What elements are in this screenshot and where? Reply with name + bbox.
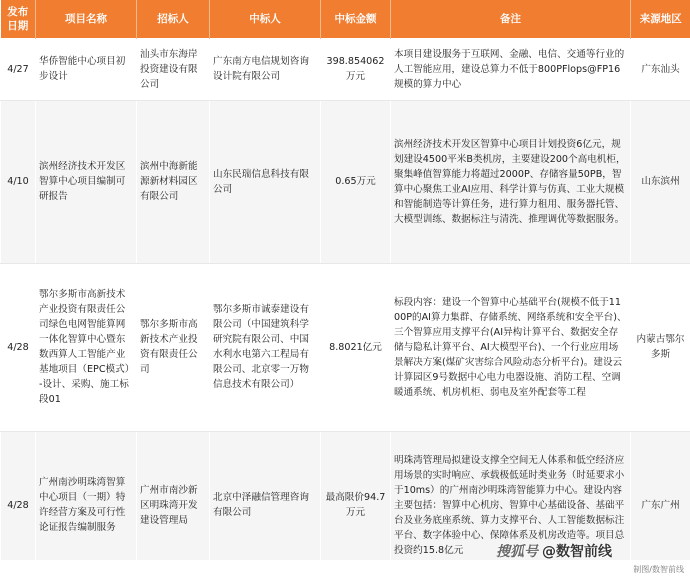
table-row [1,38,690,100]
cell-region: 山东滨州 [631,100,690,263]
footer-area [0,560,690,581]
cell-amount: 8.8021亿元 [321,263,391,431]
header-tenderer: 招标人 [137,0,210,38]
cell-winner: 广东南方电信规划咨询设计院有限公司 [210,38,321,100]
table-row [1,263,690,431]
cell-date: 4/28 [1,431,36,579]
cell-region: 内蒙古鄂尔多斯 [631,263,690,431]
cell-amount: 398.854062万元 [321,38,391,100]
cell-winner: 鄂尔多斯市诚泰建设有限公司（中国建筑科学研究院有限公司、中国水利水电第六工程局有限公司、北京零一万物信息技术有限公司） [210,263,321,431]
header-project: 项目名称 [36,0,137,38]
cell-remark: 标段内容：建设一个智算中心基础平台(规模不低于1100P的AI算力集群、存储系统、网络系统和安全平台)、三个智算应用支撑平台(AI异构计算平台、数据安全存储与隐私计算平台、AI大模型平台)、一个行业应用场景解决方案(煤矿灾害综合风险动态分析平台)。建设云计算园区9号数据中心电力电器设施、消防工程、空调暖通系统、机房机柜、弱电及室外配套等工程 [391,263,631,431]
header-amount: 中标金额 [321,0,391,38]
cell-tenderer: 广州市南沙新区明珠湾开发建设管理局 [137,431,210,579]
cell-winner: 山东民瑞信息科技有限公司 [210,100,321,263]
cell-remark: 本项目建设服务于互联网、金融、电信、交通等行业的人工智能应用，建设总算力不低于800PFlops@FP16规模的算力中心 [391,38,631,100]
cell-project: 滨州经济技术开发区智算中心项目编制可研报告 [36,100,137,263]
cell-amount: 最高限价94.7万元 [321,431,391,579]
header-date: 发布 日期 [1,0,36,38]
table-row [1,100,690,263]
cell-project: 鄂尔多斯市高新技术产业投资有限责任公司绿色电网智能算网一体化智算中心暨东数西算人工智能产业基地项目（EPC模式）-设计、采购、施工标段01 [36,263,137,431]
header-remark: 备注 [391,0,631,38]
cell-region: 广东汕头 [631,38,690,100]
header-winner: 中标人 [210,0,321,38]
cell-date: 4/28 [1,263,36,431]
cell-tenderer: 滨州中海新能源新材料园区有限公司 [137,100,210,263]
chart-credit: 制图/数智前线 [633,565,684,574]
watermark-brand: 搜狐号 [496,544,538,560]
header-region: 来源地区 [631,0,690,38]
cell-remark: 滨州经济技术开发区智算中心项目计划投资6亿元，规划建设4500平米B类机房，主要建设200个高电机柜，聚集峰值智算能力将超过2000P、存储容量50PB，智算中心聚焦工业AI应用、科学计算与仿真、工业大规模和智能制造等计算任务，进行算力租用、服务器托管、大模型训练、数据标注与清洗、推理调优等数据服务。 [391,100,631,263]
cell-amount: 0.65万元 [321,100,391,263]
cell-region: 广东广州 [631,431,690,579]
watermark [496,541,612,561]
cell-date: 4/27 [1,38,36,100]
watermark-text: @数智前线 [542,544,612,560]
cell-tenderer: 汕头市东海岸投资建设有限公司 [137,38,210,100]
cell-date: 4/10 [1,100,36,263]
cell-remark: 明珠湾管理局拟建设支撑全空间无人体系和低空经济应用场景的实时响应、承载极低延时类业务（时延要求小于10ms）的广州南沙明珠湾智能算力中心。建设内容主要包括：智算中心机房、智算中心基础设备、基础平台及业务底座系统、算力支撑平台、人工智能数据标注平台、数字体验中心、保障体系及机房改造等。项目总投资约15.8亿元 [391,431,631,579]
cell-winner: 北京中泽融信管理咨询有限公司 [210,431,321,579]
cell-tenderer: 鄂尔多斯市高新技术产业投资有限责任公司 [137,263,210,431]
table-header-row [1,0,690,38]
cell-project: 广州南沙明珠湾智算中心项目（一期）特许经营方案及可行性论证报告编制服务 [36,431,137,579]
cell-project: 华侨智能中心项目初步设计 [36,38,137,100]
